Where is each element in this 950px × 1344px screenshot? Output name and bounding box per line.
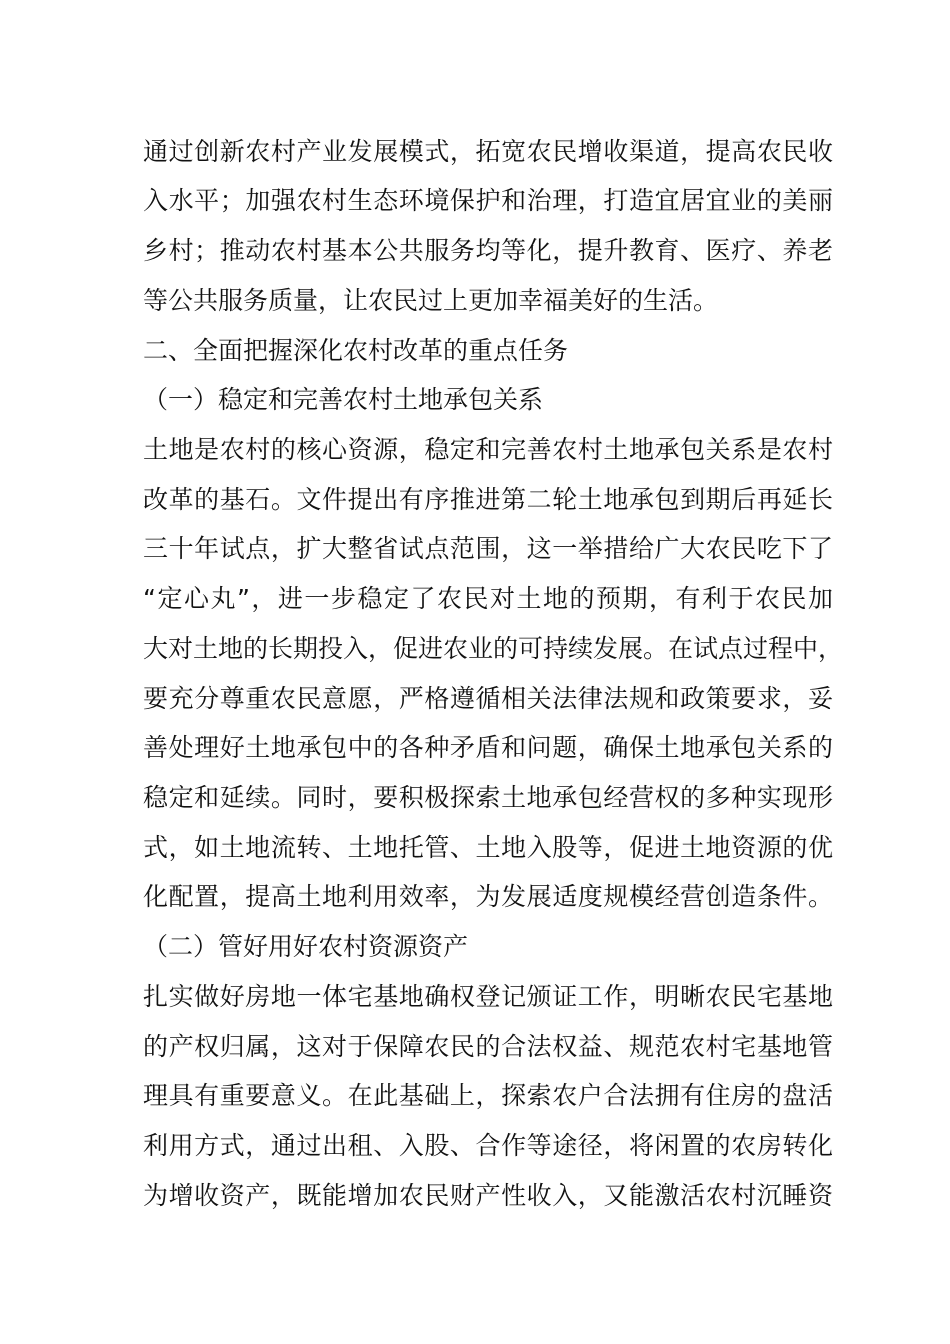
body-text-line: 乡村；推动农村基本公共服务均等化，提升教育、医疗、养老 (143, 236, 833, 265)
body-text-line: 善处理好土地承包中的各种矛盾和问题，确保土地承包关系的 (143, 733, 833, 762)
body-text-line: “定心丸”，进一步稳定了农民对土地的预期，有利于农民加 (143, 584, 833, 613)
body-text-line: 要充分尊重农民意愿，严格遵循相关法律法规和政策要求，妥 (143, 684, 833, 713)
body-text-line: 大对土地的长期投入，促进农业的可持续发展。在试点过程中， (143, 634, 844, 663)
body-text-line: 化配置，提高土地利用效率，为发展适度规模经营创造条件。 (143, 882, 833, 911)
body-text-line: 理具有重要意义。在此基础上，探索农户合法拥有住房的盘活 (143, 1081, 833, 1110)
body-text-line: 土地是农村的核心资源，稳定和完善农村土地承包关系是农村 (143, 435, 833, 464)
body-text-line: 三十年试点，扩大整省试点范围，这一举措给广大农民吃下了 (143, 534, 833, 563)
subsection-heading: （二）管好用好农村资源资产 (143, 932, 469, 961)
subsection-heading: （一）稳定和完善农村土地承包关系 (143, 385, 544, 414)
body-text-line: 通过创新农村产业发展模式，拓宽农民增收渠道，提高农民收 (143, 137, 833, 166)
body-text-line: 扎实做好房地一体宅基地确权登记颁证工作，明晰农民宅基地 (143, 982, 833, 1011)
body-text-line: 利用方式，通过出租、入股、合作等途径，将闲置的农房转化 (143, 1131, 833, 1160)
body-text-line: 入水平；加强农村生态环境保护和治理，打造宜居宜业的美丽 (143, 186, 833, 215)
body-text-line: 稳定和延续。同时，要积极探索土地承包经营权的多种实现形 (143, 783, 833, 812)
body-text-line: 为增收资产，既能增加农民财产性收入，又能激活农村沉睡资 (143, 1181, 833, 1210)
body-text-line: 的产权归属，这对于保障农民的合法权益、规范农村宅基地管 (143, 1032, 833, 1061)
body-text-line: 等公共服务质量，让农民过上更加幸福美好的生活。 (143, 286, 719, 315)
section-heading: 二、全面把握深化农村改革的重点任务 (143, 336, 569, 365)
body-text-line: 改革的基石。文件提出有序推进第二轮土地承包到期后再延长 (143, 485, 833, 514)
body-text-line: 式，如土地流转、土地托管、土地入股等，促进土地资源的优 (143, 833, 833, 862)
